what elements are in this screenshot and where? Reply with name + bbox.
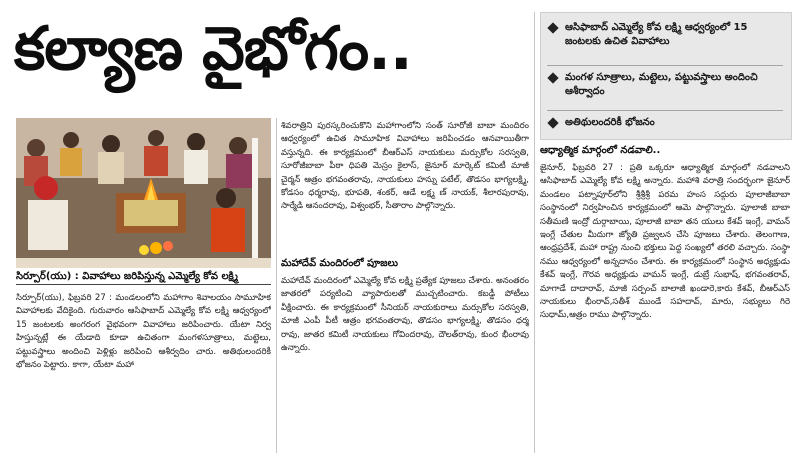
column-divider — [276, 118, 277, 453]
highlight-item — [549, 71, 779, 99]
highlight-divider — [547, 110, 783, 111]
caption-divider — [16, 284, 271, 285]
highlight-text: ఆసిఫాబాద్ ఎమ్మెల్యే కోవ లక్ష్మి ఆధ్వర్యంలో 15 జంటలకు ఉచిత వివాహాలు — [565, 22, 748, 47]
subheading-temple-puja: మహాదేవ్ మందిరంలో పూజలు — [281, 258, 398, 269]
diamond-bullet-icon — [547, 22, 558, 33]
diamond-bullet-icon — [547, 117, 558, 128]
article-column-2: శివరాత్రిని పురస్కరించుకొని మహాగాంలోని సంత్ సూరోజీ బాబా మందిరం ఆధ్వర్యంలో ఉచిత సామూహిక వివాహాలు జరిపించడం ఆనవాయితీగా వస్తున్నది. ఈ కార్యక్రమంలో బీఆర్ఎస్ నాయకులు మర్సుకోల సరస్వతి, సూరోజీబాబా పీఠా ధిపతి మెస్రం కైలాస్, జైనూర్ మార్కెట్ కమిటీ మాజీ చైర్మన్ ఆత్రం భగవంతరావు, నాయకులు హన్ను పటేల్, తొడసం భాగ్యలక్ష్మి, కోడసం ధర్మరావు, భూపతి, శంకర్, ఆడే లక్ష్మ ణ్ నాయక్, శీలారపురావు, సార్మేడి ఆనందరావు, విశ్వంభర్, సీతారాం పాల్గొన్నారు. — [281, 121, 529, 212]
article-column-1: సిర్పూర్(యు), ఫిబ్రవరి 27 : మండలంలోని మహాగాం శివాలయం సామూహిక వివాహాలకు వేదికైంది. గురువారం ఆసిఫాబాద్ ఎమ్మెల్యే కోవ లక్ష్మి ఆధ్వర్యంలో 15 జంటలకు అంగరంగ వైభవంగా వివాహాలు జరిపించారు. యేటా నిర్వ హిస్తున్నట్లే ఈ యేడాది కూడా ఉచితంగా మంగళసూత్రాలు, మట్టెలు, పట్టువస్త్రాలు అందించి పెళ్లిళ్లు జరిపించి ఆశీర్వదిం చారు. అతిథులందరికీ భోజనం పెట్టారు. కాగా, యేటా మహా — [16, 293, 271, 371]
ceremony-illustration — [16, 118, 271, 268]
headline: కల్యాణ వైభోగం.. — [14, 14, 412, 84]
highlight-item — [549, 21, 779, 49]
wedding-ceremony-photo — [16, 118, 271, 268]
diamond-bullet-icon — [547, 72, 558, 83]
highlights-box — [540, 12, 792, 140]
photo-caption: సిర్పూర్(యు) : వివాహాలు జరిపిస్తున్న ఎమ్మెల్యే కోవ లక్ష్మి — [16, 271, 238, 282]
subheading-spiritual-path: ఆధ్యాత్మిక మార్గంలో నడవాలి.. — [540, 145, 661, 156]
highlight-item — [549, 116, 779, 130]
highlight-text: అతిథులందరికీ భోజనం — [565, 117, 655, 128]
article-column-3: జైనూర్, ఫిబ్రవరి 27 : ప్రతి ఒక్కరూ ఆధ్యాత్మిక మార్గంలో నడవాలని ఆసిఫాబాద్ ఎమ్మెల్యే కోవ లక్ష్మి అన్నారు. మహాశి వరాత్రి సందర్భంగా జైనూర్ మండలం పట్నాపూర్‌లోని శ్రీశ్రీశ్రీ పరమ హంస సద్గురు పూలాజీబాబా సంస్థానంలో నిర్వహించిన కార్యక్రమంలో ఆమె పాల్గొన్నారు. పూలాజీ బాబా సతీమణి ఇంద్రో దుర్గాబాయి, పూలాజీ బాబా తన యులు కేశవ్ ఇంగ్లే, వామన్ ఇంగ్లే చేతుల మీదుగా జ్యోతి ప్రజ్వలన చేసి పూజలు చేశారు. తెలంగాణ, ఆంధ్రప్రదేశ్, మహా రాష్ట్ర నుంచి భక్తులు పెద్ద సంఖ్యలో తరలి వచ్చారు. సంస్థా నము ఆధ్వర్యంలో అన్నదానం చేశారు. ఈ కార్యక్రమంలో సంస్థాన అధ్యక్షుడు కేశవ్ ఇంగ్లే, గౌరవ అధ్యక్షుడు వామన్ ఇంగ్లే, డుబ్రే సుభాష్, భగవంతరావ్, మాగాడే దాదారావ్, మాజీ సర్పంచ్ బాలాజీ ఖండారె,కారు కేశవ్, బీఆర్ఎస్ నాయకులు భీంరావ్,సతీశ్ ముండే సహదావ్, మారు, సభ్యులు గిరె సుధామ్,ఆత్రం రాము పాల్గొన్నారు. — [540, 163, 790, 321]
column-divider — [534, 12, 535, 453]
article-column-2-continued: మహాదేవ్ మందిరంలో ఎమ్మెల్యే కోవ లక్ష్మి ప్రత్యేక పూజలు చేశారు. అనంతరం జాతరలో పర్యటించి వ్యాపారులతో ముచ్చటించారు. కబడ్డీ పోటీలు వీక్షించారు. ఈ కార్యక్రమంలో సీనియర్ నాయకురాలు మర్సుకోల సరస్వతి, మాజీ ఎంపీ పీటీ ఆత్రం భగవంతరావు, తొడసం భాగ్యలక్ష్మి, తొడసం ధర్మ రావు, జాతర కమిటీ నాయకులు గోవిందరావు, దౌలత్‌రావు, కుంర భీంరావు ఉన్నారు. — [281, 276, 529, 354]
highlight-divider — [547, 65, 783, 66]
highlight-text: మంగళ సూత్రాలు, మట్టెలు, పట్టువస్త్రాలు అందించి ఆశీర్వాదం — [565, 72, 758, 97]
